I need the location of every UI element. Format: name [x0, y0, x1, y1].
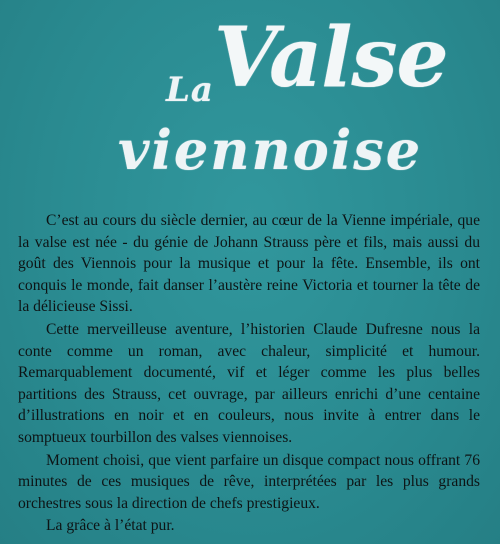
paragraph: Moment choisi, que vient parfaire un disque compact nous offrant 76 minutes de ces musiques de rêve, interprétées par les plus grands orchestres sous la direction de chefs prestigieux. [18, 451, 480, 512]
title-word-valse: Valse [214, 10, 448, 106]
paragraph: C’est au cours du siècle dernier, au cœur de la Vienne impériale, que la valse est née - du génie de Johann Strauss père et fils, mais aussi du goût des Viennois pour la musique et pour la fête. Ensemble, ils ont conquis le monde, fait danser l’austère reine Victoria et tourner la tête de la délicieuse Sissi. [18, 212, 480, 316]
title-word-viennoise: viennoise [118, 118, 423, 182]
paragraph: Cette merveilleuse aventure, l’historien Claude Dufresne nous la conte comme un roman, avec chaleur, simplicité et humour. Remarquablement documenté, vif et léger comme les plus belles partitions des Strauss, cet ouvrage, par ailleurs enrichi d’une centaine d’illustrations en noir et en couleurs, nous invite à entrer dans le somptueux tourbillon des valses viennoises. [18, 320, 480, 446]
book-title [0, 0, 500, 200]
description-text [18, 210, 480, 538]
title-article: La [166, 70, 214, 110]
paragraph: La grâce à l’état pur. [46, 517, 175, 535]
